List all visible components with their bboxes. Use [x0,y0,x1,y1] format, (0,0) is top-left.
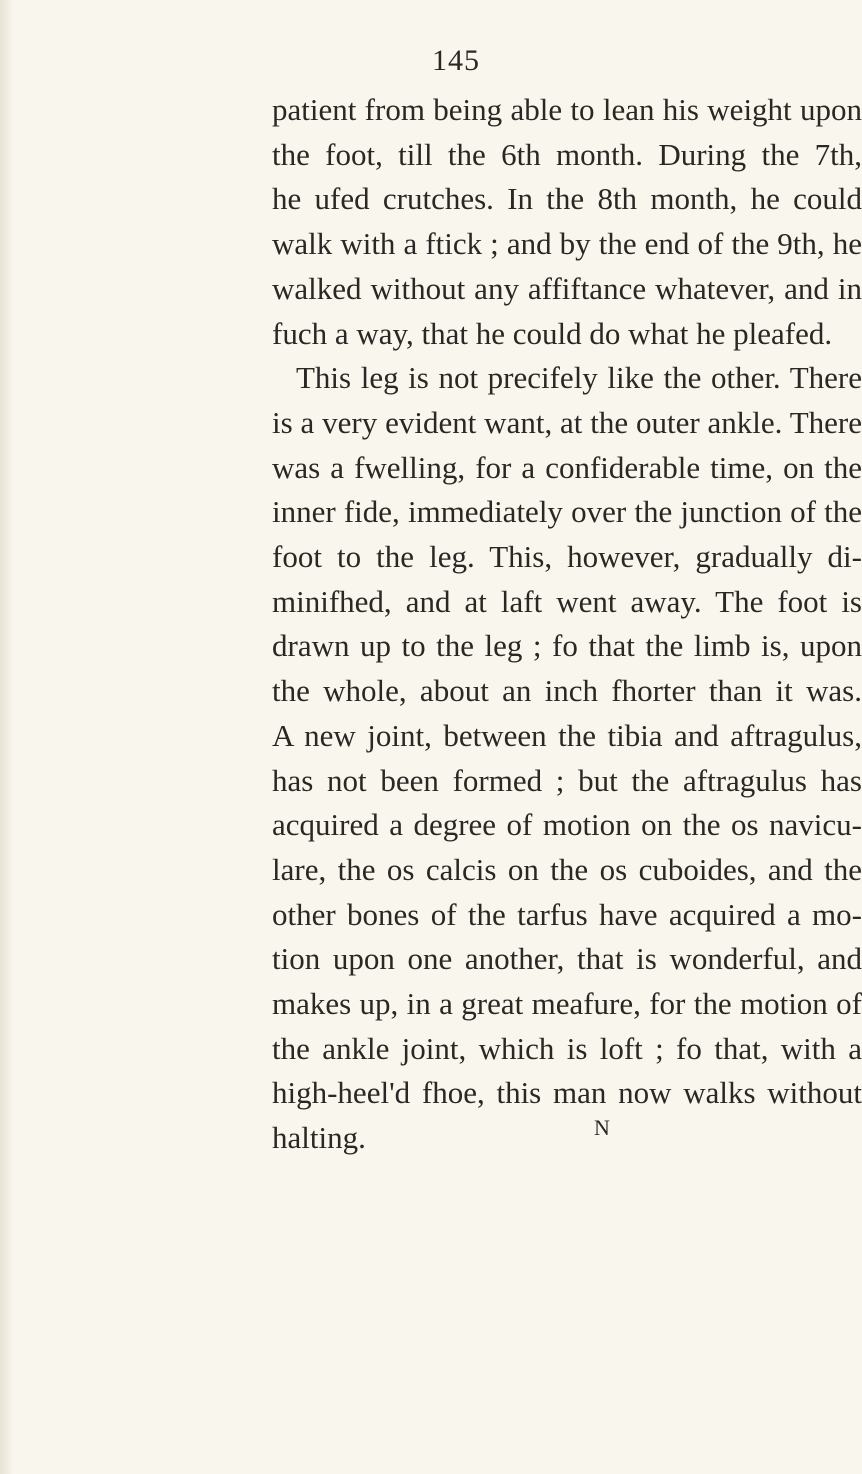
text-line: inner fide, immediately over the junction of the [272,494,862,530]
text-line: lare, the os calcis on the os cuboides, and the [272,851,862,887]
text-line: the foot, till the 6th month. During the 7th, [272,136,862,172]
text-line: foot to the leg. This, however, gradually di- [272,539,862,575]
text-line: acquired a degree of motion on the os navicu- [272,807,862,843]
text-line: the whole, about an inch fhorter than it was. [272,673,862,709]
body-text [272,88,862,1161]
text-line: A new joint, between the tibia and aftragulus, [272,717,862,753]
text-line: other bones of the tarfus have acquired a mo- [272,896,862,932]
text-line: walked without any affiftance whatever, and in [272,270,862,306]
text-line: tion upon one another, that is wonderful, and [272,941,862,977]
text-line: walk with a ftick ; and by the end of the 9th, he [272,226,862,262]
text-line: was a fwelling, for a confiderable time, on the [272,449,862,485]
text-line: makes up, in a great meafure, for the motion of [272,986,862,1022]
text-line: minifhed, and at laft went away. The foot is [272,583,862,619]
page-gutter [0,0,14,1474]
page-number: 145 [432,44,480,77]
text-line: has not been formed ; but the aftragulus has [272,762,862,798]
text-line: patient from being able to lean his weight upon [272,92,862,127]
text-line: halting. [272,1120,366,1156]
text-line: is a very evident want, at the outer ankle. There [272,404,862,440]
text-line: he ufed crutches. In the 8th month, he could [272,181,862,217]
signature-mark: N [594,1115,610,1140]
text-line: drawn up to the leg ; fo that the limb is, upon [272,628,862,664]
text-line: fuch a way, that he could do what he pleafed. [272,315,833,351]
text-line: high-heel'd fhoe, this man now walks without [272,1075,862,1111]
text-line: This leg is not precifely like the other. There [296,360,862,396]
text-line: the ankle joint, which is loft ; fo that, with a [272,1030,862,1066]
